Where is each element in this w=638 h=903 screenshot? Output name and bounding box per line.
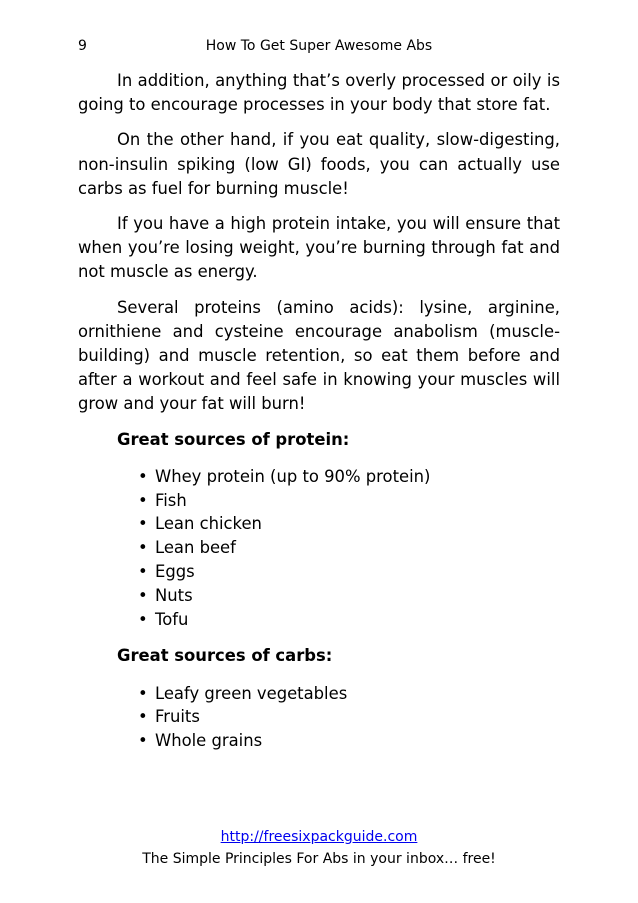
list-item-label: Nuts [155, 585, 193, 605]
list-item-label: Lean chicken [155, 514, 262, 534]
page-body [78, 69, 560, 766]
bullet-icon: • [138, 683, 148, 703]
page-number: 9 [78, 38, 87, 54]
running-title: How To Get Super Awesome Abs [205, 38, 433, 54]
list-item-label: Fish [155, 490, 187, 510]
list-item [138, 729, 560, 753]
list-item-label: Lean beef [155, 538, 236, 558]
list-item [138, 465, 560, 489]
bullet-icon: • [138, 562, 148, 582]
list-item [138, 705, 560, 729]
paragraph: If you have a high protein intake, you will ensure that when you’re losing weight, you’re burning through fat and not muscle as energy. [78, 214, 560, 282]
footer-link[interactable]: http://freesixpackguide.com [220, 829, 418, 845]
protein-list [78, 465, 560, 632]
bullet-icon: • [138, 466, 148, 486]
list-item [138, 560, 560, 584]
list-item [138, 489, 560, 513]
list-item-label: Eggs [155, 562, 195, 582]
list-item-label: Leafy green vegetables [155, 683, 348, 703]
list-item [138, 682, 560, 706]
carbs-heading: Great sources of carbs: [117, 646, 333, 666]
carbs-list [78, 682, 560, 753]
list-item [138, 608, 560, 632]
list-item-label: Tofu [155, 609, 189, 629]
bullet-icon: • [138, 707, 148, 727]
footer-tagline: The Simple Principles For Abs in your inbox… free! [142, 851, 496, 867]
list-item-label: Whole grains [155, 731, 263, 751]
paragraph: On the other hand, if you eat quality, slow-digesting, non-insulin spiking (low GI) foods, you can actually use carbs as fuel for burning muscle! [78, 130, 560, 198]
bullet-icon: • [138, 731, 148, 751]
protein-heading: Great sources of protein: [117, 429, 350, 449]
list-item-label: Fruits [155, 707, 200, 727]
bullet-icon: • [138, 585, 148, 605]
bullet-icon: • [138, 609, 148, 629]
bullet-icon: • [138, 538, 148, 558]
paragraph: In addition, anything that’s overly processed or oily is going to encourage processes in your body that store fat. [78, 71, 560, 115]
bullet-icon: • [138, 490, 148, 510]
bullet-icon: • [138, 514, 148, 534]
paragraph: Several proteins (amino acids): lysine, arginine, ornithiene and cysteine encourage anabolism (muscle-building) and muscle retention, so eat them before and after a workout and feel safe in knowing your muscles will grow and your fat will burn! [78, 297, 560, 414]
list-item [138, 536, 560, 560]
page-header [78, 38, 560, 58]
list-item [138, 584, 560, 608]
page-footer [0, 826, 638, 870]
list-item-label: Whey protein (up to 90% protein) [155, 466, 431, 486]
list-item [138, 512, 560, 536]
